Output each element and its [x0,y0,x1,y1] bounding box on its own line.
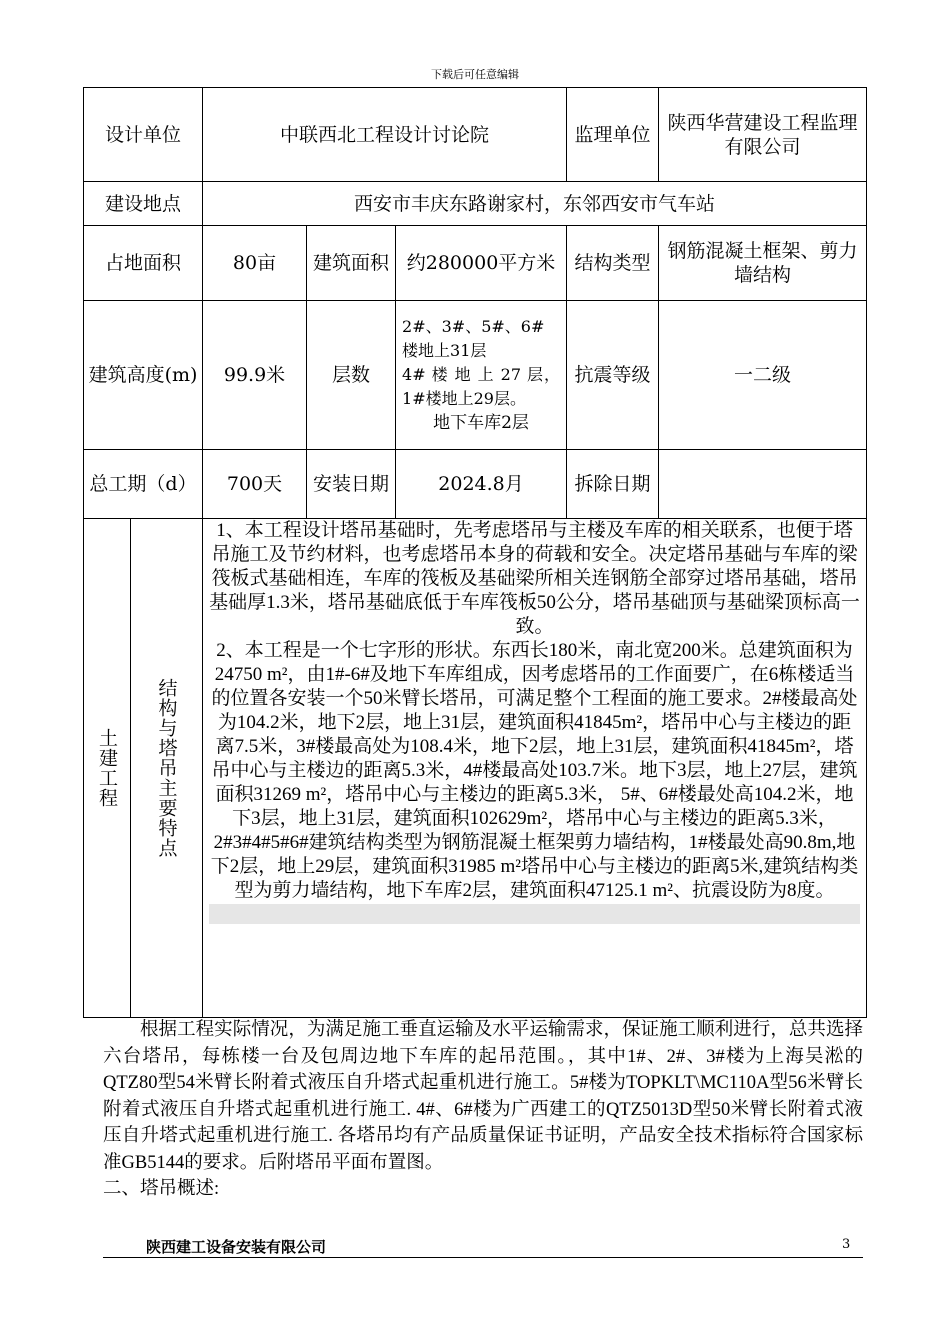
design-unit-value: 中联西北工程设计讨论院 [203,88,567,182]
features-paragraph-2: 2、本工程是一个七字形的形状。东西长180米，南北宽200米。总建筑面积为24750 m²，由1#-6#及地下车库组成，因考虑塔吊的工作面要广，在6栋楼适当的位置各安装一个50米臂长塔吊，可满足整个工程面的施工要求。2#楼最高处为104.2米，地下2层，地上31层，建筑面积41845m²，塔吊中心与主楼边的距离7.5米，3#楼最高处为108.4米，地下2层，地上31层，建筑面积41845m²，塔吊中心与主楼边的距离5.3米，4#楼最高处103.7米。地下3层，地上27层，建筑面积31269 m²，塔吊中心与主楼边的距离5.3米， 5#、6#楼最处高104.2米，地下3层，地上31层，建筑面积102629m²，塔吊中心与主楼边的距离5.3米，2#3#4#5#6#建筑结构类型为钢筋混凝土框架剪力墙结构，1#楼最处高90.8m,地下2层，地上29层，建筑面积31985 m²塔吊中心与主楼边的距离5米,建筑结构类型为剪力墙结构，地下车库2层，建筑面积47125.1 m²、抗震设防为8度。 [210,640,859,901]
project-info-table [83,87,867,1018]
building-area-value: 约280000平方米 [396,226,567,301]
floors-line-3: 地下车库2层 [433,413,529,433]
install-label: 安装日期 [307,450,396,519]
footer-divider [103,1257,863,1258]
body-paragraph: 根据工程实际情况，为满足施工垂直运输及水平运输需求，保证施工顺利进行，总共选择六台塔吊，每栋楼一台及包周边地下车库的起吊范围。，其中1#、2#、3#楼为上海吴淞的QTZ80型54米臂长附着式液压自升塔式起重机进行施工。5#楼为TOPKLT\MC110A型56米臂长附着式液压自升塔式起重机进行施工. 4#、6#楼为广西建工的QTZ5013D型50米臂长附着式液压自升塔式起重机进行施工. 各塔吊均有产品质量保证书证明，产品安全技术指标符合国家标准GB5144的要求。后附塔吊平面布置图。 [103,1020,863,1173]
design-unit-label: 设计单位 [84,88,203,182]
site-label: 建设地点 [84,182,203,226]
seismic-label: 抗震等级 [567,301,659,450]
features-label: 结构与塔吊主要特点 [155,678,178,858]
floors-line-1: 2#、3#、5#、6#楼地上31层 [402,317,545,360]
land-area-value: 80亩 [203,226,307,301]
height-value: 99.9米 [203,301,307,450]
building-area-label: 建筑面积 [307,226,396,301]
features-paragraph-1: 1、本工程设计塔吊基础时，先考虑塔吊与主楼及车库的相关联系，也便于塔吊施工及节约材料，也考虑塔吊本身的荷载和安全。决定塔吊基础与车库的梁筏板式基础相连，车库的筏板及基础梁所相关连钢筋全部穿过塔吊基础，塔吊基础厚1.3米，塔吊基础底低于车库筏板50公分，塔吊基础顶与基础梁顶标高一致。 [209,520,860,637]
install-value: 2024.8月 [396,450,567,519]
duration-label: 总工期（d） [84,450,203,519]
duration-value: 700天 [203,450,307,519]
supervision-label: 监理单位 [567,88,659,182]
floors-value [396,301,567,450]
site-value: 西安市丰庆东路谢家村，东邻西安市气车站 [203,182,867,226]
structure-type-value: 钢筋混凝土框架、剪力墙结构 [659,226,867,301]
footer-company: 陕西建工设备安装有限公司 [146,1238,327,1256]
page-number: 3 [842,1237,851,1252]
removal-label: 拆除日期 [567,450,659,519]
body-section [103,1017,863,1203]
removal-value [659,450,867,519]
supervision-value: 陕西华营建设工程监理有限公司 [659,88,867,182]
structure-type-label: 结构类型 [567,226,659,301]
floors-label: 层数 [307,301,396,450]
header-note: 下载后可任意编辑 [431,68,519,81]
civil-label-cell [84,519,131,1018]
civil-label: 土建工程 [96,728,118,808]
gray-bar [209,904,860,924]
seismic-value: 一二级 [659,301,867,450]
structure-features-text [203,519,867,1018]
features-label-cell [131,519,203,1018]
height-label: 建筑高度(m) [84,301,203,450]
land-area-label: 占地面积 [84,226,203,301]
section-heading: 二、塔吊概述: [103,1179,220,1199]
floors-line-2: 4# 楼 地 上 27 层，1#楼地上29层。 [402,365,561,408]
